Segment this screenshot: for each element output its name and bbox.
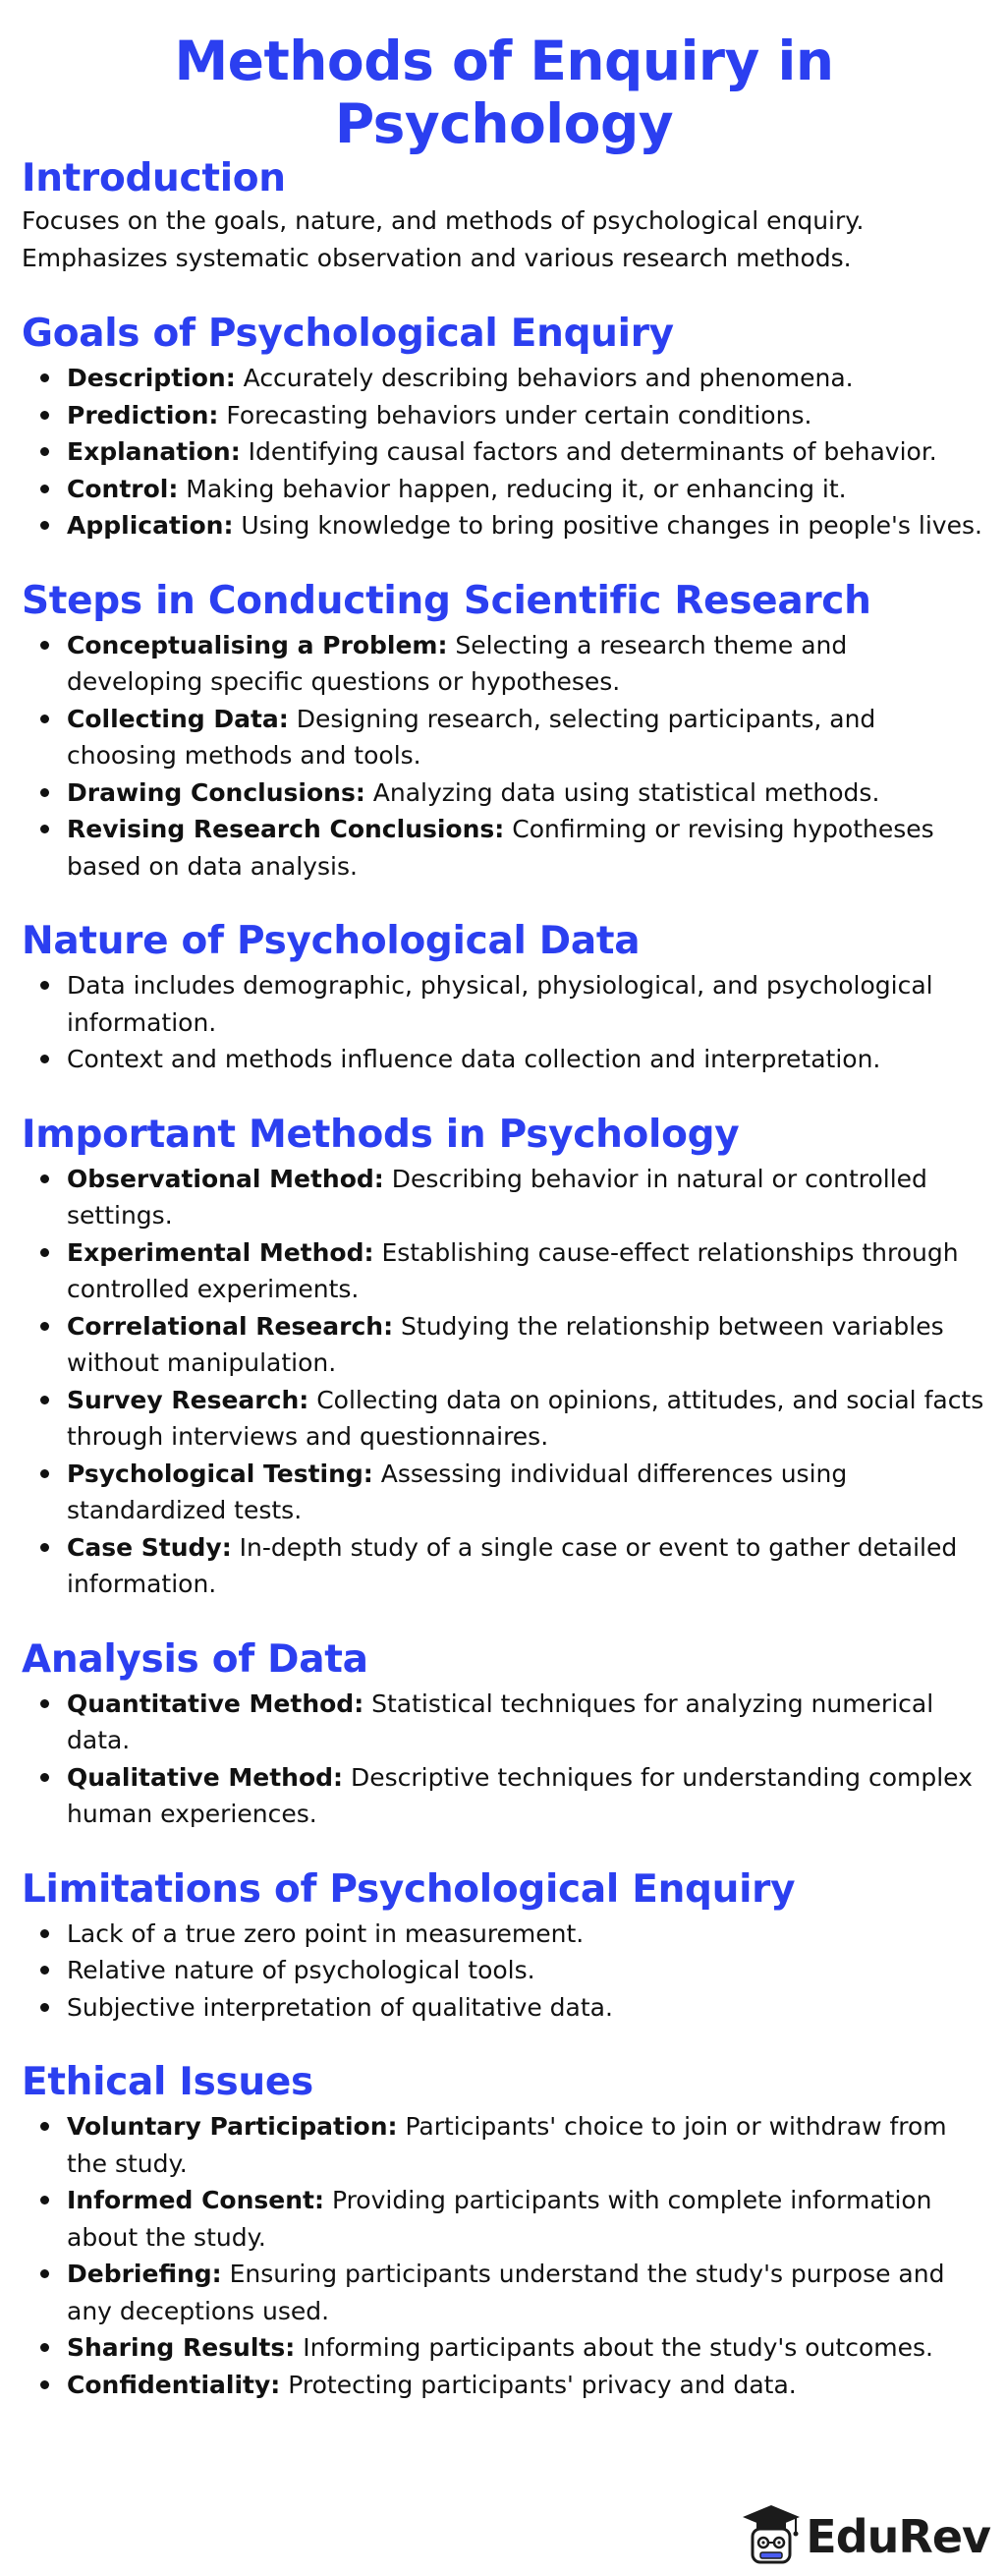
item-text: Context and methods influence data collection and interpretation. xyxy=(67,1045,881,1073)
item-text: Participants' choice to join or withdraw from the study. xyxy=(67,2112,947,2178)
list-item xyxy=(67,1308,986,1382)
list-item xyxy=(67,967,986,1041)
list-item xyxy=(67,2182,986,2256)
item-text: In-depth study of a single case or event to gather detailed information. xyxy=(67,1532,958,1598)
list-item xyxy=(67,701,986,774)
intro-paragraph: Emphasizes systematic observation and various research methods. xyxy=(22,244,852,272)
section-analysis xyxy=(22,1636,986,1833)
item-text: Assessing individual differences using standardized tests. xyxy=(67,1459,848,1524)
section-heading: Nature of Psychological Data xyxy=(22,919,641,963)
logo-text: EduRev xyxy=(806,2510,990,2563)
list-item xyxy=(67,471,986,508)
list-item xyxy=(67,507,986,544)
item-text: Selecting a research theme and developing specific questions or hypotheses. xyxy=(67,630,848,696)
item-term: Case Study: xyxy=(67,1532,232,1562)
item-text: Data includes demographic, physical, physiological, and psychological information. xyxy=(67,971,933,1037)
item-term: Sharing Results: xyxy=(67,2333,296,2362)
list-item xyxy=(67,811,986,885)
item-text: Forecasting behaviors under certain conditions. xyxy=(218,400,812,429)
item-term: Experimental Method: xyxy=(67,1237,374,1267)
list-item xyxy=(67,1952,986,1989)
item-term: Voluntary Participation: xyxy=(67,2112,398,2141)
list-item xyxy=(67,1916,986,1953)
item-text: Lack of a true zero point in measurement. xyxy=(67,1918,585,1948)
limitations-list xyxy=(22,1916,986,2027)
item-term: Drawing Conclusions: xyxy=(67,777,365,807)
item-text: Designing research, selecting participants, and choosing methods and tools. xyxy=(67,704,876,770)
item-term: Description: xyxy=(67,364,236,392)
item-term: Survey Research: xyxy=(67,1385,309,1414)
section-heading: Limitations of Psychological Enquiry xyxy=(22,1866,796,1912)
item-text: Making behavior happen, reducing it, or enhancing it. xyxy=(178,474,847,503)
edurev-logo xyxy=(741,2503,990,2570)
graduation-cap-mascot-icon xyxy=(741,2503,802,2570)
item-term: Quantitative Method: xyxy=(67,1689,364,1718)
item-term: Debriefing: xyxy=(67,2260,222,2288)
methods-list xyxy=(22,1161,986,1603)
goals-list xyxy=(22,360,986,544)
item-text: Using knowledge to bring positive changes in people's lives. xyxy=(233,511,982,540)
item-text: Identifying causal factors and determinants of behavior. xyxy=(240,437,937,466)
item-term: Prediction: xyxy=(67,400,219,429)
item-text: Relative nature of psychological tools. xyxy=(67,1956,535,1984)
item-text: Confirming or revising hypotheses based on data analysis. xyxy=(67,815,934,881)
list-item xyxy=(67,433,986,471)
list-item xyxy=(67,2329,986,2367)
section-goals xyxy=(22,311,986,544)
list-item xyxy=(67,1989,986,2027)
section-heading: Goals of Psychological Enquiry xyxy=(22,312,674,356)
steps-list xyxy=(22,627,986,886)
list-item xyxy=(67,1529,986,1603)
item-text: Statistical techniques for analyzing numerical data. xyxy=(67,1689,934,1754)
list-item xyxy=(67,360,986,397)
item-term: Conceptualising a Problem: xyxy=(67,630,448,659)
section-steps xyxy=(22,578,986,886)
item-term: Confidentiality: xyxy=(67,2370,281,2399)
item-text: Subjective interpretation of qualitative data. xyxy=(67,1992,613,2022)
section-heading: Steps in Conducting Scientific Research xyxy=(22,578,871,623)
list-item xyxy=(67,1686,986,1759)
item-text: Informing participants about the study's outcomes. xyxy=(295,2333,933,2362)
section-ethical-issues xyxy=(22,2059,986,2403)
section-heading: Analysis of Data xyxy=(22,1636,368,1682)
item-term: Application: xyxy=(67,511,234,540)
section-heading: Ethical Issues xyxy=(22,2060,313,2104)
list-item xyxy=(67,627,986,701)
list-item xyxy=(67,2256,986,2329)
list-item xyxy=(67,1041,986,1078)
item-text: Collecting data on opinions, attitudes, and social facts through interviews and questionnaires. xyxy=(67,1385,984,1451)
item-term: Informed Consent: xyxy=(67,2186,324,2214)
intro-paragraph: Focuses on the goals, nature, and methods of psychological enquiry. xyxy=(22,206,865,235)
list-item xyxy=(67,397,986,434)
analysis-list xyxy=(22,1686,986,1833)
page-title: Methods of Enquiry in Psychology xyxy=(174,29,834,155)
list-item xyxy=(67,1382,986,1456)
item-term: Psychological Testing: xyxy=(67,1459,373,1488)
section-methods xyxy=(22,1112,986,1603)
item-term: Explanation: xyxy=(67,437,241,466)
item-text: Accurately describing behaviors and phenomena. xyxy=(235,364,854,392)
list-item xyxy=(67,1456,986,1529)
item-text: Protecting participants' privacy and data. xyxy=(280,2370,797,2399)
item-text: Descriptive techniques for understanding complex human experiences. xyxy=(67,1762,973,1828)
item-term: Observational Method: xyxy=(67,1164,384,1193)
section-introduction xyxy=(22,155,986,277)
item-term: Revising Research Conclusions: xyxy=(67,815,505,843)
item-term: Correlational Research: xyxy=(67,1311,394,1341)
item-text: Describing behavior in natural or controlled settings. xyxy=(67,1164,927,1230)
list-item xyxy=(67,774,986,812)
section-limitations xyxy=(22,1866,986,2027)
section-nature-of-data xyxy=(22,918,986,1078)
list-item xyxy=(67,2108,986,2182)
list-item xyxy=(67,2367,986,2404)
list-item xyxy=(67,1234,986,1308)
item-text: Studying the relationship between variables without manipulation. xyxy=(67,1311,944,1377)
section-heading: Introduction xyxy=(22,156,286,200)
item-term: Qualitative Method: xyxy=(67,1762,344,1792)
item-term: Control: xyxy=(67,474,179,503)
item-text: Providing participants with complete information about the study. xyxy=(67,2186,932,2252)
item-text: Establishing cause-effect relationships through controlled experiments. xyxy=(67,1237,959,1303)
item-text: Analyzing data using statistical methods. xyxy=(364,777,880,807)
ethics-list xyxy=(22,2108,986,2403)
section-heading: Important Methods in Psychology xyxy=(22,1112,740,1157)
item-text: Ensuring participants understand the study's purpose and any deceptions used. xyxy=(67,2260,945,2325)
nature-list xyxy=(22,967,986,1078)
list-item xyxy=(67,1161,986,1234)
item-term: Collecting Data: xyxy=(67,704,289,733)
list-item xyxy=(67,1759,986,1833)
